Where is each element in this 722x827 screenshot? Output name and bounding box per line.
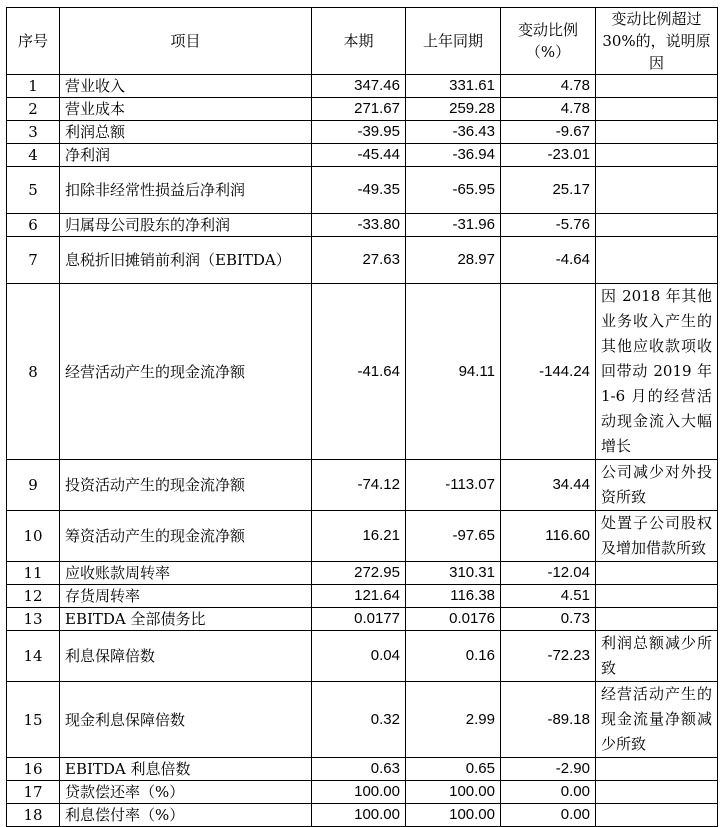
table-row [7, 631, 718, 682]
row-item: 利息保障倍数 [60, 631, 312, 682]
table-row [7, 511, 718, 562]
row-change: -5.76 [501, 214, 596, 237]
row-change: -12.04 [501, 562, 596, 585]
row-reason [596, 562, 718, 585]
row-seq: 1 [7, 75, 60, 98]
row-current: -41.64 [312, 284, 406, 460]
row-change: -23.01 [501, 144, 596, 167]
row-prior: 259.28 [406, 98, 501, 121]
row-item: 贷款偿还率（%） [60, 781, 312, 804]
row-seq: 16 [7, 758, 60, 781]
header-prior: 上年同期 [406, 8, 501, 75]
row-reason: 经营活动产生的现金流量净额减少所致 [596, 682, 718, 758]
table-row [7, 781, 718, 804]
row-item: 现金利息保障倍数 [60, 682, 312, 758]
row-prior: 100.00 [406, 781, 501, 804]
row-current: 347.46 [312, 75, 406, 98]
row-current: 0.32 [312, 682, 406, 758]
row-seq: 3 [7, 121, 60, 144]
row-reason: 利润总额减少所致 [596, 631, 718, 682]
table-row [7, 75, 718, 98]
row-item: 利润总额 [60, 121, 312, 144]
row-item: 投资活动产生的现金流净额 [60, 460, 312, 511]
table-row [7, 121, 718, 144]
row-reason [596, 121, 718, 144]
table-row [7, 214, 718, 237]
row-current: -74.12 [312, 460, 406, 511]
row-reason: 公司减少对外投资所致 [596, 460, 718, 511]
row-seq: 9 [7, 460, 60, 511]
row-change: -4.64 [501, 237, 596, 284]
row-reason: 因 2018 年其他业务收入产生的其他应收款项收回带动 2019 年 1-6 月的经营活动现金流入大幅增长 [596, 284, 718, 460]
row-prior: -65.95 [406, 167, 501, 214]
row-seq: 12 [7, 585, 60, 608]
row-reason [596, 98, 718, 121]
row-prior: -31.96 [406, 214, 501, 237]
table-row [7, 585, 718, 608]
row-change: 0.73 [501, 608, 596, 631]
row-seq: 18 [7, 804, 60, 827]
row-item: 净利润 [60, 144, 312, 167]
row-change: 25.17 [501, 167, 596, 214]
row-seq: 17 [7, 781, 60, 804]
row-current: 100.00 [312, 804, 406, 827]
row-seq: 15 [7, 682, 60, 758]
row-item: 筹资活动产生的现金流净额 [60, 511, 312, 562]
row-seq: 2 [7, 98, 60, 121]
row-prior: 0.0176 [406, 608, 501, 631]
row-item: 营业收入 [60, 75, 312, 98]
row-item: 利息偿付率（%） [60, 804, 312, 827]
row-current: 100.00 [312, 781, 406, 804]
table-row [7, 758, 718, 781]
row-current: 272.95 [312, 562, 406, 585]
row-item: 存货周转率 [60, 585, 312, 608]
row-item: 扣除非经常性损益后净利润 [60, 167, 312, 214]
row-seq: 11 [7, 562, 60, 585]
row-prior: 116.38 [406, 585, 501, 608]
row-reason [596, 237, 718, 284]
row-prior: -113.07 [406, 460, 501, 511]
row-item: EBITDA 全部债务比 [60, 608, 312, 631]
row-item: 经营活动产生的现金流净额 [60, 284, 312, 460]
row-current: 0.63 [312, 758, 406, 781]
row-prior: 28.97 [406, 237, 501, 284]
row-reason [596, 214, 718, 237]
row-item: 应收账款周转率 [60, 562, 312, 585]
row-current: 121.64 [312, 585, 406, 608]
row-current: 0.04 [312, 631, 406, 682]
header-change: 变动比例（%） [501, 8, 596, 75]
header-reason: 变动比例超过30%的，说明原因 [596, 8, 718, 75]
row-prior: 94.11 [406, 284, 501, 460]
financial-indicators-table [6, 7, 718, 827]
table-row [7, 237, 718, 284]
row-seq: 6 [7, 214, 60, 237]
row-current: 0.0177 [312, 608, 406, 631]
row-prior: -97.65 [406, 511, 501, 562]
row-current: -49.35 [312, 167, 406, 214]
row-change: 4.78 [501, 98, 596, 121]
row-current: -33.80 [312, 214, 406, 237]
row-item: 归属母公司股东的净利润 [60, 214, 312, 237]
header-row [7, 8, 718, 75]
table-row [7, 284, 718, 460]
row-prior: 331.61 [406, 75, 501, 98]
row-change: -89.18 [501, 682, 596, 758]
row-current: 27.63 [312, 237, 406, 284]
table-row [7, 167, 718, 214]
row-change: -9.67 [501, 121, 596, 144]
row-reason: 处置子公司股权及增加借款所致 [596, 511, 718, 562]
row-seq: 4 [7, 144, 60, 167]
row-change: -144.24 [501, 284, 596, 460]
row-seq: 7 [7, 237, 60, 284]
row-item: 息税折旧摊销前利润（EBITDA） [60, 237, 312, 284]
row-current: -39.95 [312, 121, 406, 144]
row-seq: 8 [7, 284, 60, 460]
row-change: -72.23 [501, 631, 596, 682]
row-prior: -36.94 [406, 144, 501, 167]
row-item: 营业成本 [60, 98, 312, 121]
row-prior: -36.43 [406, 121, 501, 144]
row-change: 0.00 [501, 781, 596, 804]
table-row [7, 144, 718, 167]
row-change: -2.90 [501, 758, 596, 781]
row-current: 16.21 [312, 511, 406, 562]
row-prior: 2.99 [406, 682, 501, 758]
row-change: 4.51 [501, 585, 596, 608]
row-reason [596, 608, 718, 631]
row-prior: 310.31 [406, 562, 501, 585]
row-reason [596, 144, 718, 167]
row-change: 0.00 [501, 804, 596, 827]
table-row [7, 98, 718, 121]
row-change: 116.60 [501, 511, 596, 562]
table-row [7, 562, 718, 585]
header-seq: 序号 [7, 8, 60, 75]
row-seq: 10 [7, 511, 60, 562]
row-current: -45.44 [312, 144, 406, 167]
row-change: 34.44 [501, 460, 596, 511]
row-change: 4.78 [501, 75, 596, 98]
header-current: 本期 [312, 8, 406, 75]
header-item: 项目 [60, 8, 312, 75]
row-item: EBITDA 利息倍数 [60, 758, 312, 781]
row-prior: 100.00 [406, 804, 501, 827]
row-seq: 14 [7, 631, 60, 682]
row-reason [596, 167, 718, 214]
row-reason [596, 758, 718, 781]
row-reason [596, 804, 718, 827]
table-row [7, 682, 718, 758]
row-seq: 5 [7, 167, 60, 214]
row-current: 271.67 [312, 98, 406, 121]
row-seq: 13 [7, 608, 60, 631]
row-prior: 0.65 [406, 758, 501, 781]
row-reason [596, 781, 718, 804]
row-prior: 0.16 [406, 631, 501, 682]
table-row [7, 460, 718, 511]
row-reason [596, 585, 718, 608]
table-row [7, 608, 718, 631]
table-row [7, 804, 718, 827]
row-reason [596, 75, 718, 98]
